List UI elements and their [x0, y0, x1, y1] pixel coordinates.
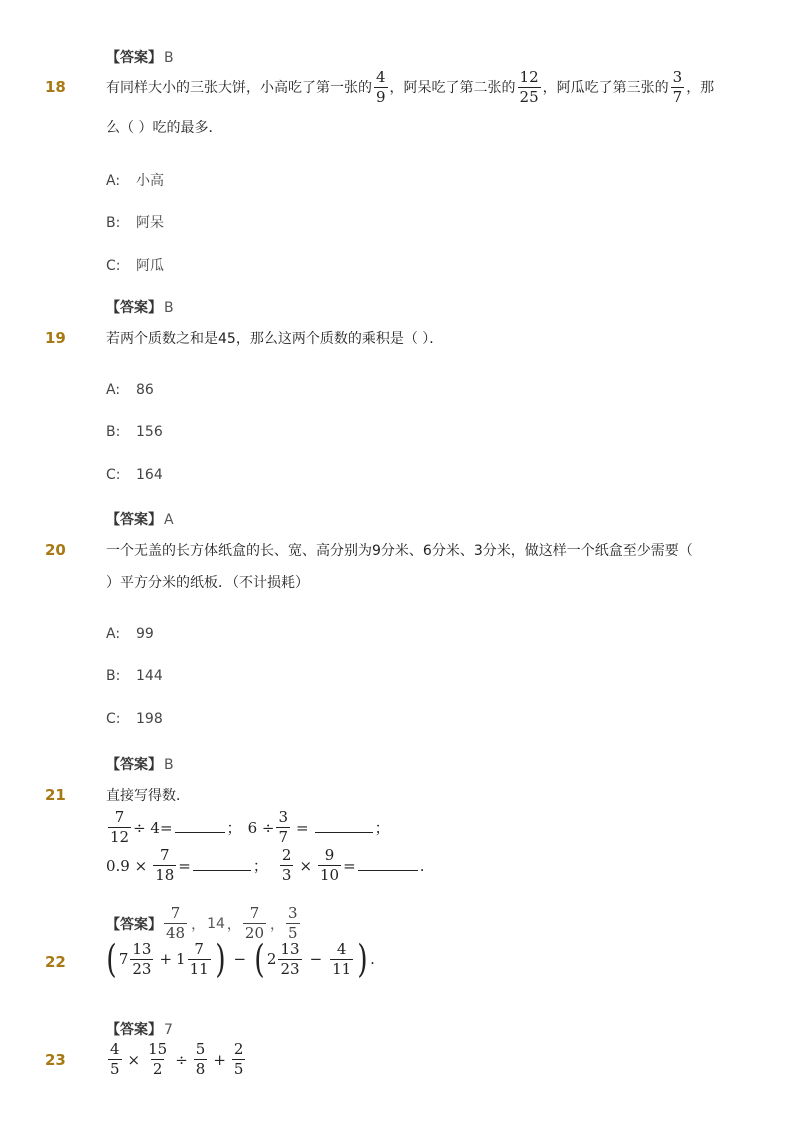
- fraction: [164, 906, 187, 941]
- fraction: [278, 939, 301, 978]
- denominator: 10: [320, 866, 340, 884]
- whole: 7: [118, 950, 129, 968]
- question-20-line2: ）平方分米的纸板．（不计损耗）: [106, 575, 309, 591]
- separator: ，: [191, 916, 206, 933]
- fraction: [146, 1042, 169, 1077]
- denominator: 25: [519, 88, 539, 106]
- numerator: 7: [159, 846, 170, 864]
- operator: ×: [127, 1050, 141, 1069]
- fraction: [232, 1042, 246, 1077]
- whole: 1: [176, 950, 186, 968]
- numerator: 12: [519, 68, 539, 86]
- option-letter: A:: [106, 173, 121, 189]
- question-18-text: ，阿呆吃了第二张的: [389, 79, 516, 96]
- fraction: [108, 810, 131, 845]
- numerator: 3: [288, 904, 298, 922]
- fraction: [318, 848, 341, 883]
- numerator: 15: [148, 1040, 168, 1058]
- operator: =: [178, 856, 191, 875]
- option-letter: C:: [106, 467, 121, 483]
- option-a[interactable]: [106, 170, 164, 190]
- operator: ×: [299, 856, 313, 875]
- question-22-expression: [104, 937, 375, 981]
- denominator: 7: [278, 828, 288, 846]
- mixed-number: [266, 939, 304, 978]
- answer-19: [106, 509, 174, 529]
- question-number-22: 22: [45, 953, 66, 971]
- operator: 6 ÷: [247, 818, 275, 837]
- option-text: 小高: [136, 173, 164, 189]
- answer-value: 14: [207, 915, 225, 932]
- option-text: 198: [136, 711, 163, 727]
- operator: =: [343, 856, 356, 875]
- right-paren: ): [214, 937, 226, 981]
- answer-blank[interactable]: [193, 860, 251, 871]
- numerator: 2: [281, 846, 292, 864]
- operator: +: [213, 1050, 226, 1069]
- question-21-row2: [106, 848, 424, 883]
- option-letter: A:: [106, 626, 121, 642]
- denominator: 18: [155, 866, 175, 884]
- denominator: 2: [152, 1060, 163, 1078]
- denominator: 3: [281, 866, 292, 884]
- fraction: [153, 848, 176, 883]
- question-21-row1: [106, 810, 390, 845]
- answer-22: [106, 1019, 173, 1039]
- separator: ，: [226, 916, 241, 933]
- operator: −: [233, 950, 247, 968]
- question-number-18: 18: [45, 78, 66, 96]
- denominator: 5: [233, 1060, 244, 1078]
- operator: ÷ 4=: [133, 818, 173, 837]
- option-letter: C:: [106, 711, 121, 727]
- operator: −: [309, 950, 323, 968]
- separator: ；: [252, 857, 268, 875]
- numerator: 3: [278, 808, 288, 826]
- option-a[interactable]: [106, 382, 154, 398]
- denominator: 9: [376, 88, 386, 106]
- option-text: 99: [136, 626, 154, 642]
- option-b[interactable]: [106, 668, 163, 684]
- separator: .: [419, 856, 425, 875]
- fraction: [374, 70, 388, 105]
- denominator: 12: [110, 828, 130, 846]
- question-18-text: 有同样大小的三张大饼，小高吃了第一张的: [106, 79, 372, 96]
- right-paren: ): [357, 937, 368, 981]
- question-18-text: ，那: [686, 79, 715, 96]
- operator: 0.9 ×: [106, 856, 148, 875]
- denominator: 8: [195, 1060, 206, 1078]
- question-number-21: 21: [45, 786, 66, 804]
- denominator: 20: [244, 924, 265, 942]
- numerator: 3: [672, 68, 683, 86]
- option-text: 164: [136, 467, 163, 483]
- answer-value: B: [164, 757, 174, 773]
- fraction: [330, 939, 353, 978]
- fraction: [188, 939, 211, 978]
- fraction: [130, 939, 153, 978]
- denominator: 11: [332, 959, 352, 978]
- fraction: [518, 70, 541, 105]
- fraction: [280, 848, 294, 883]
- fraction: [276, 810, 290, 845]
- separator: ，: [270, 916, 285, 933]
- operator: +: [159, 950, 173, 968]
- question-18-line2: 么（ ）吃的最多．: [106, 120, 223, 136]
- operator: =: [296, 818, 309, 837]
- question-18-line1: [106, 70, 714, 105]
- numerator: 9: [324, 846, 335, 864]
- option-letter: B:: [106, 424, 121, 440]
- question-20-line1: 一个无盖的长方体纸盒的长、宽、高分别为9分米、6分米、3分米，做这样一个纸盒至少需要（: [106, 543, 693, 559]
- denominator: 5: [110, 1060, 120, 1078]
- fraction: [286, 906, 300, 941]
- answer-blank[interactable]: [358, 860, 418, 871]
- numerator: 4: [336, 939, 347, 958]
- answer-label: 【答案】: [106, 757, 162, 773]
- question-number-20: 20: [45, 541, 66, 559]
- answer-label: 【答案】: [106, 50, 162, 66]
- numerator: 7: [170, 904, 181, 922]
- option-text: 144: [136, 668, 163, 684]
- question-number-19: 19: [45, 329, 66, 347]
- numerator: 4: [376, 68, 386, 86]
- numerator: 13: [132, 939, 152, 958]
- denominator: 48: [166, 924, 186, 942]
- option-text: 156: [136, 424, 163, 440]
- fraction: [194, 1042, 208, 1077]
- answer-blank[interactable]: [175, 822, 225, 833]
- option-c[interactable]: [106, 711, 163, 727]
- numerator: 4: [110, 1040, 120, 1058]
- separator: .: [370, 950, 375, 968]
- question-21-title: 直接写得数．: [106, 788, 190, 804]
- numerator: 7: [249, 904, 260, 922]
- mixed-number: [176, 939, 213, 978]
- answer-18: [106, 297, 174, 317]
- whole: 2: [266, 950, 277, 968]
- option-text: 阿瓜: [136, 258, 164, 274]
- option-b[interactable]: [106, 424, 163, 440]
- denominator: 11: [189, 959, 209, 978]
- numerator: 2: [233, 1040, 244, 1058]
- mixed-number: [118, 939, 156, 978]
- fraction: [671, 70, 685, 105]
- denominator: 23: [280, 959, 300, 978]
- question-23-expression: [106, 1042, 247, 1077]
- answer-label: 【答案】: [106, 512, 162, 528]
- option-c[interactable]: [106, 255, 164, 275]
- denominator: 5: [288, 924, 298, 942]
- fraction: [243, 906, 266, 941]
- denominator: 7: [672, 88, 683, 106]
- option-text: 86: [136, 382, 154, 398]
- option-letter: A:: [106, 382, 121, 398]
- numerator: 5: [195, 1040, 206, 1058]
- fraction: [108, 1042, 122, 1077]
- question-19-text: 若两个质数之和是45，那么这两个质数的乘积是（ ）．: [106, 331, 444, 347]
- question-18-text: ，阿瓜吃了第三张的: [542, 79, 669, 96]
- answer-value: 7: [164, 1022, 173, 1038]
- option-c[interactable]: [106, 467, 163, 483]
- numerator: 7: [114, 808, 125, 826]
- numerator: 7: [194, 939, 204, 958]
- answer-label: 【答案】: [106, 300, 162, 316]
- answer-21: [106, 906, 302, 941]
- answer-20: [106, 754, 174, 774]
- answer-label: 【答案】: [106, 1022, 162, 1038]
- option-b[interactable]: [106, 212, 164, 232]
- left-paren: (: [106, 937, 117, 981]
- separator: ；: [374, 819, 390, 837]
- question-number-23: 23: [45, 1051, 66, 1069]
- answer-value: B: [164, 300, 174, 316]
- option-letter: C:: [106, 258, 121, 274]
- option-letter: B:: [106, 215, 121, 231]
- operator: ÷: [175, 1050, 188, 1069]
- denominator: 23: [132, 959, 152, 978]
- option-a[interactable]: [106, 626, 154, 642]
- left-paren: (: [254, 937, 265, 981]
- answer-value: A: [164, 512, 174, 528]
- separator: ；: [226, 819, 242, 837]
- answer-17: [106, 47, 174, 67]
- answer-blank[interactable]: [315, 822, 373, 833]
- answer-label: 【答案】: [106, 916, 162, 933]
- option-letter: B:: [106, 668, 121, 684]
- numerator: 13: [280, 939, 300, 958]
- option-text: 阿呆: [136, 215, 164, 231]
- answer-value: B: [164, 50, 174, 66]
